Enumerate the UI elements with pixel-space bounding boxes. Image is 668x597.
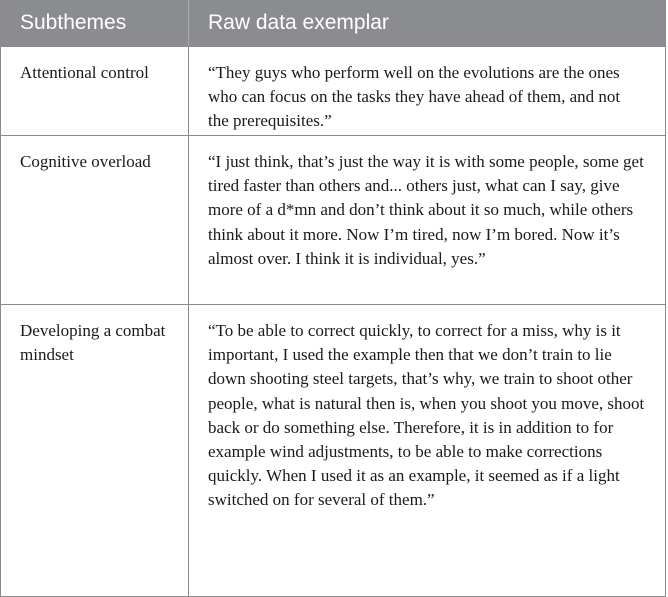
table-row (1, 304, 665, 596)
header-subthemes: Subthemes (1, 0, 189, 46)
subtheme-cell: Cognitive overload (1, 136, 189, 304)
exemplar-cell: “They guys who perform well on the evolutions are the ones who can focus on the tasks they have ahead of them, and not the prerequisites.” (208, 63, 621, 131)
exemplar-cell: “I just think, that’s just the way it is with some people, some get tired faster than others and... others just, what can I say, give more of a d*mn and don’t think about it so much, while others think about it more. Now I’m tired, now I’m bored. Now it’s almost over. I think it is individual, yes.” (208, 152, 644, 268)
table-row (1, 135, 665, 304)
header-raw-data-exemplar: Raw data exemplar (208, 11, 389, 34)
table-row (1, 46, 665, 135)
table-header (1, 0, 665, 46)
subtheme-cell: Developing a combat mindset (1, 305, 189, 596)
subtheme-cell: Attentional control (1, 47, 189, 135)
exemplar-cell: “To be able to correct quickly, to correct for a miss, why is it important, I used the example then that we don’t train to lie down shooting steel targets, that’s why, we train to shoot other people, what is natural then is, when you shoot you move, shoot back or do something else. Therefore, it is in addition to for example wind adjustments, to be able to make corrections quickly. When I used it as an example, it seemed as if a light switched on for several of them.” (208, 321, 645, 510)
